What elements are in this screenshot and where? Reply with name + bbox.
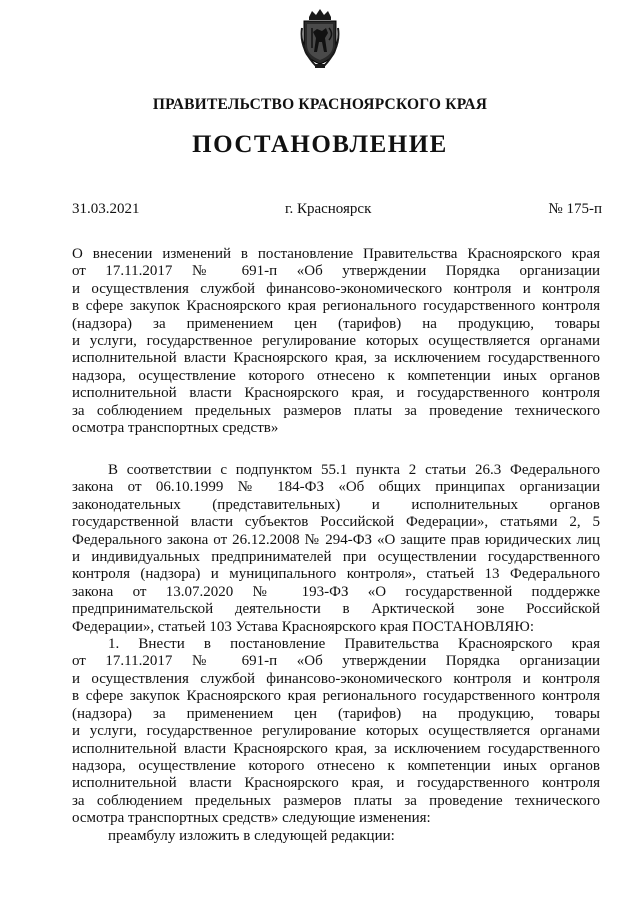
preamble-line: государственной власти субъектов Российской Федерации», статьями 2, 5 xyxy=(72,514,600,531)
document-type-title: ПОСТАНОВЛЕНИЕ xyxy=(192,131,448,158)
subject-line: за соблюдением предельных размеров платы за проведение технического xyxy=(72,402,600,419)
item1-line: осмотра транспортных средств» следующие изменения: xyxy=(72,810,431,827)
preamble-line: законодательных (представительных) и исполнительных органов xyxy=(72,496,600,513)
item1-line: от 17.11.2017 № 691-п «Об утверждении Порядка организации xyxy=(72,653,600,670)
item1-line: надзора, осуществление которого отнесено к компетенции иных органов xyxy=(72,757,600,774)
item1-line: (надзора) за применением цен (тарифов) на продукцию, товары xyxy=(72,705,600,722)
subject-line: в сфере закупок Красноярского края регионального государственного контроля xyxy=(72,298,600,315)
item1-line: исполнительной власти Красноярского края, за исключением государственного xyxy=(72,740,600,757)
subject-line: и осуществления службой финансово-экономического контроля и контроля xyxy=(72,280,600,297)
item1-line: в сфере закупок Красноярского края регионального государственного контроля xyxy=(72,688,600,705)
document-subject xyxy=(72,246,600,437)
preamble-line: Федерации», статьей 103 Устава Красноярского края ПОСТАНОВЛЯЮ: xyxy=(72,618,534,635)
preamble-line: закона от 06.10.1999 № 184-ФЗ «Об общих принципах организации xyxy=(72,479,600,496)
preamble-line: В соответствии с подпунктом 55.1 пункта 2 статьи 26.3 Федерального xyxy=(108,462,600,478)
subject-line: О внесении изменений в постановление Правительства Красноярского края xyxy=(72,246,600,262)
preamble-line: контроля (надзора) и муниципального контроля», статьей 13 Федерального xyxy=(72,566,600,583)
subject-line: осмотра транспортных средств» xyxy=(72,420,279,437)
preamble-line: предпринимательской деятельности в Арктической зоне Российской xyxy=(72,601,600,618)
final-line: преамбулу изложить в следующей редакции: xyxy=(108,827,395,844)
item1-line: и услуги, государственное регулирование которых осуществляется органами xyxy=(72,723,600,740)
document-city: г. Красноярск xyxy=(285,201,372,217)
item1-line: за соблюдением предельных размеров платы за проведение технического xyxy=(72,792,600,809)
preamble-line: и индивидуальных предпринимателей при осуществлении государственного xyxy=(72,549,600,566)
subject-line: и услуги, государственное регулирование которых осуществляется органами xyxy=(72,333,600,350)
subject-line: (надзора) за применением цен (тарифов) на продукцию, товары xyxy=(72,315,600,332)
item1-line: 1. Внести в постановление Правительства Красноярского края xyxy=(108,636,600,653)
coat-of-arms-icon xyxy=(298,8,342,70)
document-date: 31.03.2021 xyxy=(72,201,140,217)
subject-line: исполнительной власти Красноярского края, и государственного контроля xyxy=(72,385,600,402)
document-number: № 175-п xyxy=(548,201,602,217)
subject-line: от 17.11.2017 № 691-п «Об утверждении Порядка организации xyxy=(72,263,600,280)
preamble-line: Федерального закона от 26.12.2008 № 294-ФЗ «О защите прав юридических лиц xyxy=(72,531,600,548)
subject-line: исполнительной власти Красноярского края, за исключением государственного xyxy=(72,350,600,367)
document-body xyxy=(72,462,600,845)
item1-line: исполнительной власти Красноярского края, и государственного контроля xyxy=(72,775,600,792)
preamble-line: закона от 13.07.2020 № 193-ФЗ «О государственной поддержке xyxy=(72,583,600,600)
subject-line: надзора, осуществление которого отнесено к компетенции иных органов xyxy=(72,367,600,384)
item1-line: и осуществления службой финансово-экономического контроля и контроля xyxy=(72,670,600,687)
government-name: ПРАВИТЕЛЬСТВО КРАСНОЯРСКОГО КРАЯ xyxy=(152,96,488,113)
